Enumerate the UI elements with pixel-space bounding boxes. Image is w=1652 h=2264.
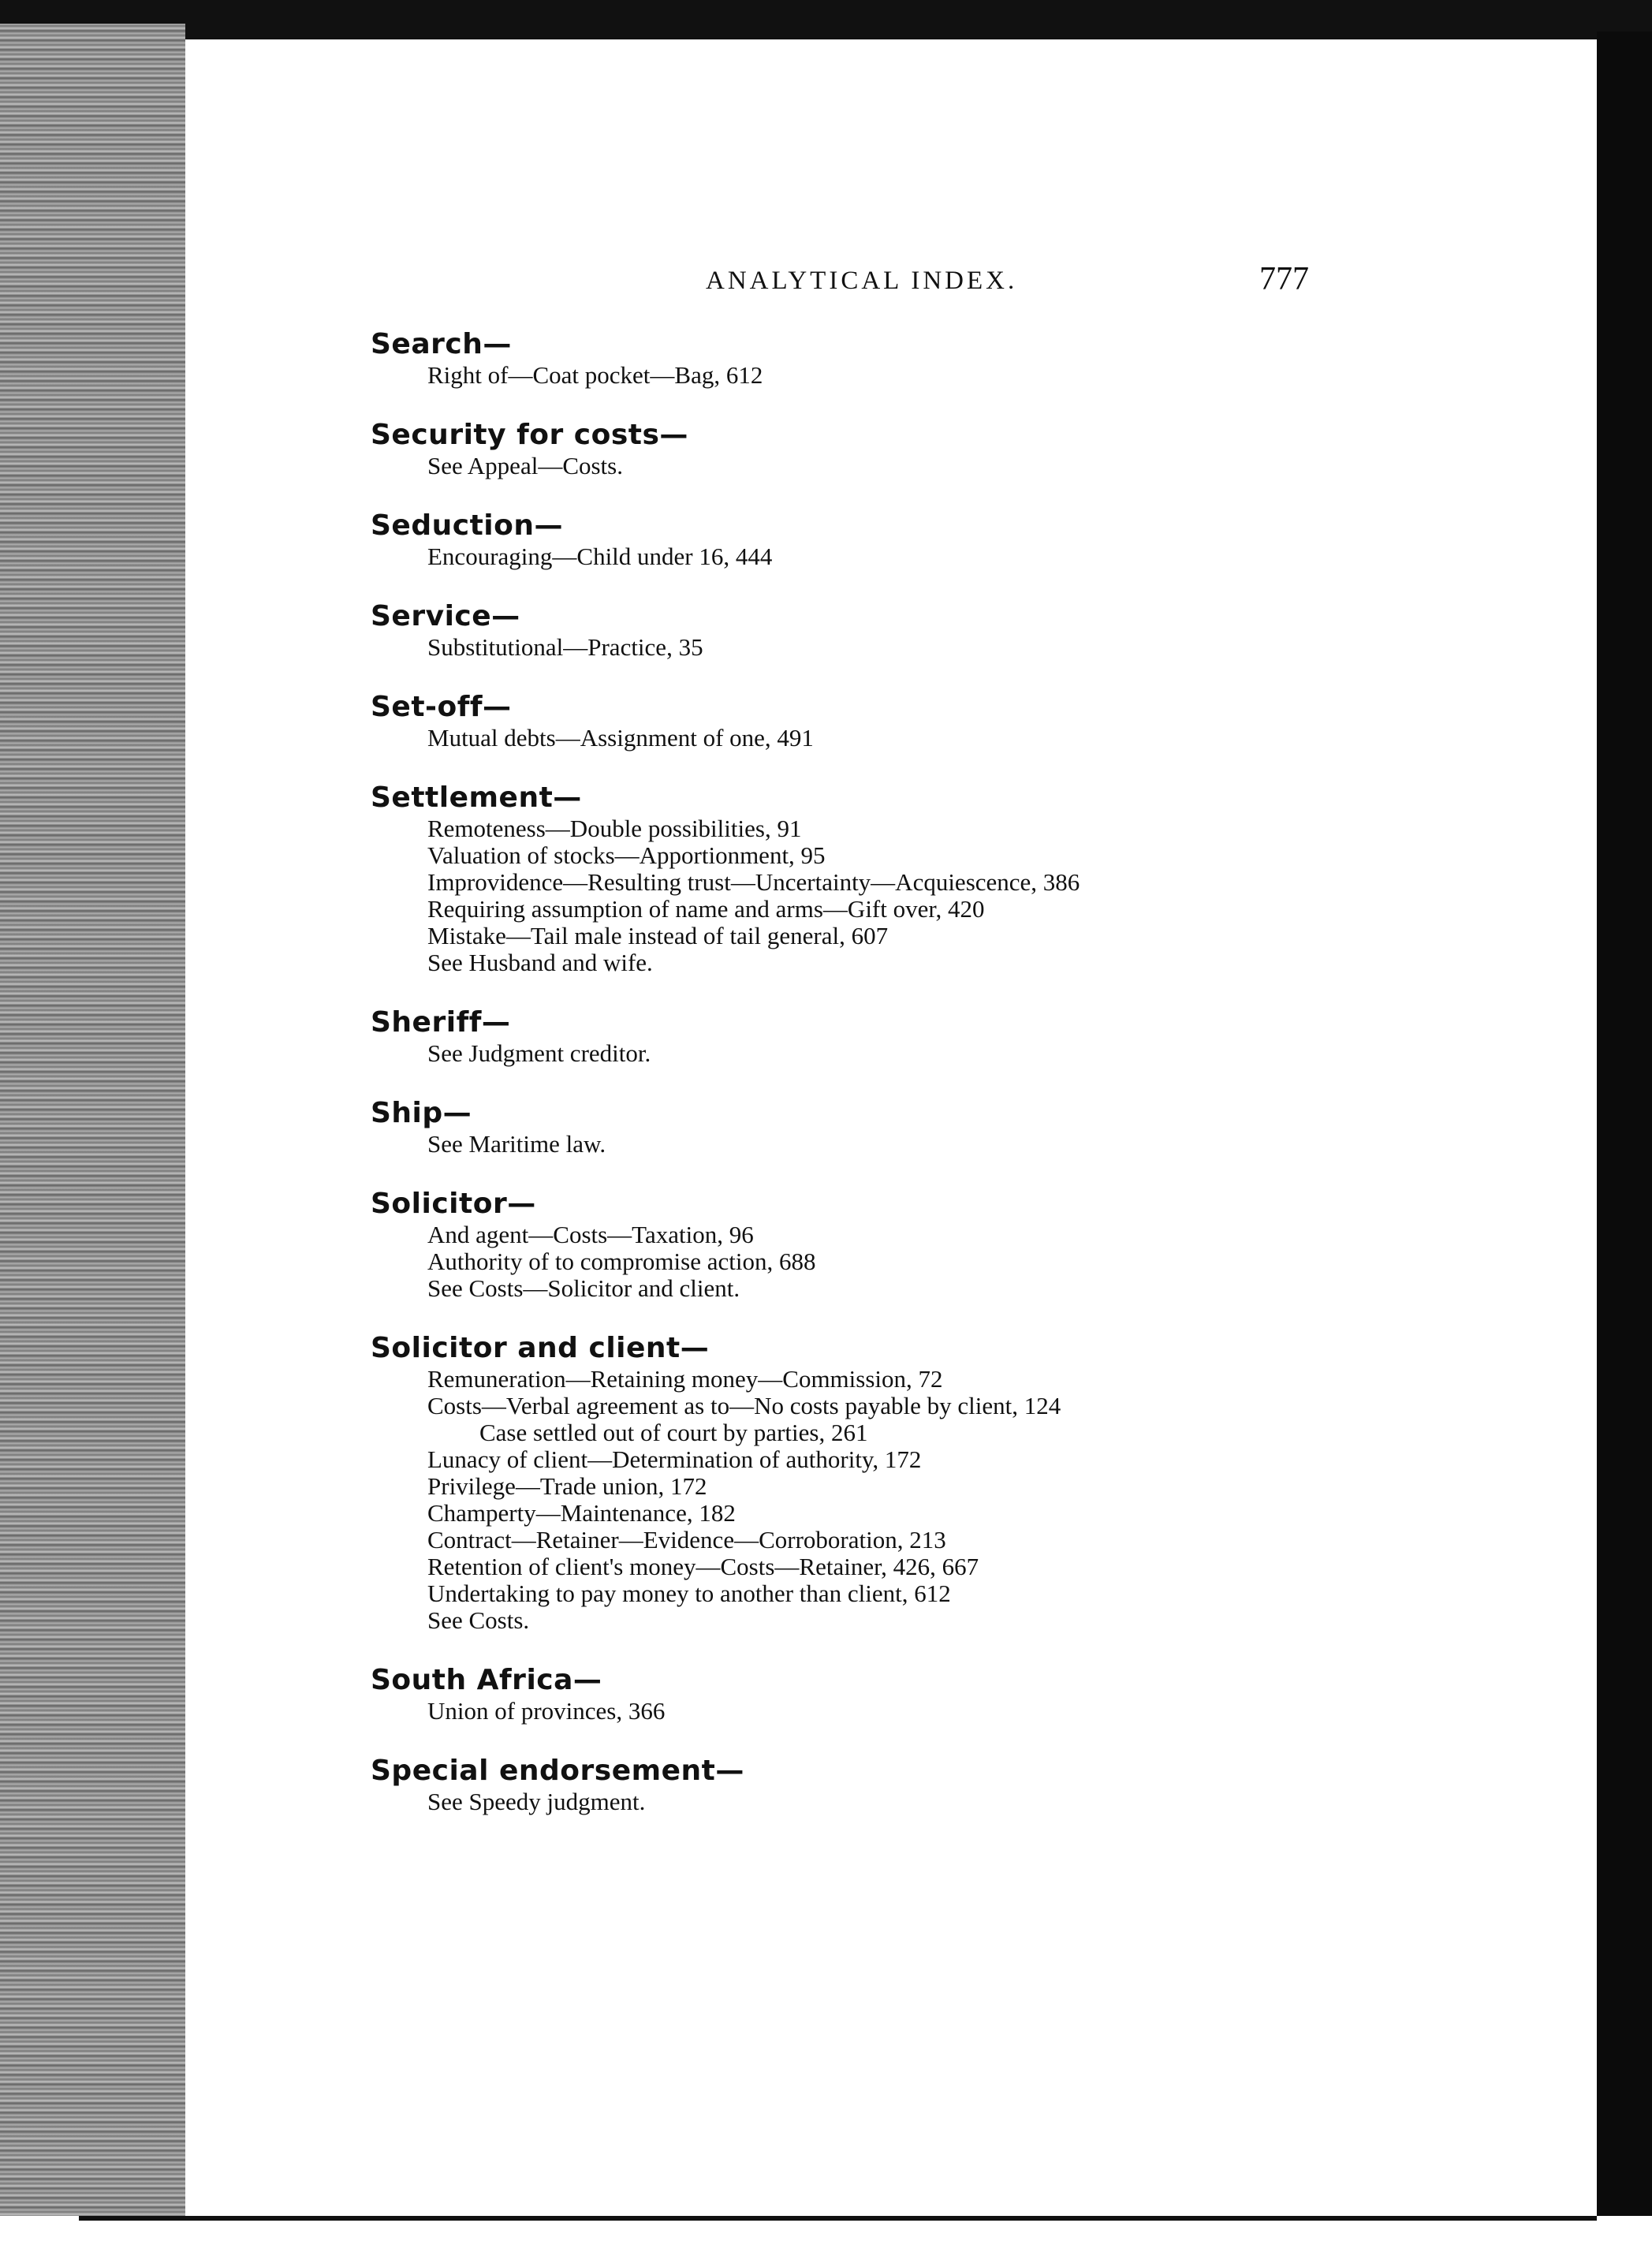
entry-heading: Service— [371,600,520,632]
entry-heading: Seduction— [371,509,563,542]
entry-subentry: See Appeal—Costs. [427,452,623,479]
page-edge-shadow [1597,32,1652,2240]
entry-subentry: Costs—Verbal agreement as to—No costs payable by client, 124 [427,1392,1061,1419]
entry-subentry: Right of—Coat pocket—Bag, 612 [427,361,763,389]
entry-subentry: Mutual debts—Assignment of one, 491 [427,724,814,752]
index-entry [371,418,1553,479]
entry-subentry-continuation: Case settled out of court by parties, 261 [479,1419,868,1446]
entry-subentry: Encouraging—Child under 16, 444 [427,543,773,570]
analytical-index [371,327,1553,1844]
index-entry [371,1005,1553,1067]
index-entry [371,690,1553,752]
entry-heading: Security for costs— [371,419,688,451]
page-header [0,260,1652,308]
index-entry [371,1331,1553,1634]
entry-heading: Ship— [371,1097,472,1129]
index-entry [371,1096,1553,1158]
entry-subentry: Substitutional—Practice, 35 [427,633,703,661]
index-entry [371,327,1553,389]
entry-subentry: Remoteness—Double possibilities, 91 [427,815,802,842]
index-entry [371,1663,1553,1725]
page-number: 777 [1259,261,1309,297]
entry-subentry: See Maritime law. [427,1130,606,1158]
entry-subentry: Contract—Retainer—Evidence—Corroboration, 213 [427,1526,946,1553]
entry-heading: Special endorsement— [371,1755,744,1787]
entry-subentry: Mistake—Tail male instead of tail general, 607 [427,922,889,949]
index-entry [371,781,1553,976]
entry-heading: Search— [371,328,512,360]
index-entry [371,599,1553,661]
page-bottom [0,2216,1652,2264]
index-entry [371,509,1553,570]
entry-subentry: And agent—Costs—Taxation, 96 [427,1221,754,1248]
entry-heading: Solicitor— [371,1188,536,1220]
entry-heading: Settlement— [371,781,582,814]
entry-heading: South Africa— [371,1664,602,1696]
entry-subentry: Privilege—Trade union, 172 [427,1472,707,1500]
page-gutter [0,24,185,2247]
entry-subentry: Champerty—Maintenance, 182 [427,1499,736,1527]
entry-subentry: See Husband and wife. [427,949,653,976]
entry-subentry: See Costs—Solicitor and client. [427,1274,740,1302]
entry-subentry: See Costs. [427,1606,530,1634]
running-head: ANALYTICAL INDEX. [706,267,1018,295]
entry-subentry: Lunacy of client—Determination of authority, 172 [427,1445,922,1473]
entry-subentry: Retention of client's money—Costs—Retainer, 426, 667 [427,1553,979,1580]
index-entry [371,1187,1553,1302]
entry-subentry: Undertaking to pay money to another than client, 612 [427,1580,951,1607]
entry-heading: Sheriff— [371,1006,511,1039]
entry-subentry: Requiring assumption of name and arms—Gift over, 420 [427,895,985,923]
entry-subentry: See Judgment creditor. [427,1039,651,1067]
entry-subentry: See Speedy judgment. [427,1788,646,1815]
entry-subentry: Valuation of stocks—Apportionment, 95 [427,841,826,869]
entry-heading: Solicitor and client— [371,1332,710,1364]
entry-subentry: Remuneration—Retaining money—Commission, 72 [427,1365,943,1393]
entry-subentry: Improvidence—Resulting trust—Uncertainty—Acquiescence, 386 [427,868,1080,896]
index-entry [371,1754,1553,1815]
entry-subentry: Authority of to compromise action, 688 [427,1248,816,1275]
entry-heading: Set-off— [371,691,512,723]
entry-subentry: Union of provinces, 366 [427,1697,666,1725]
